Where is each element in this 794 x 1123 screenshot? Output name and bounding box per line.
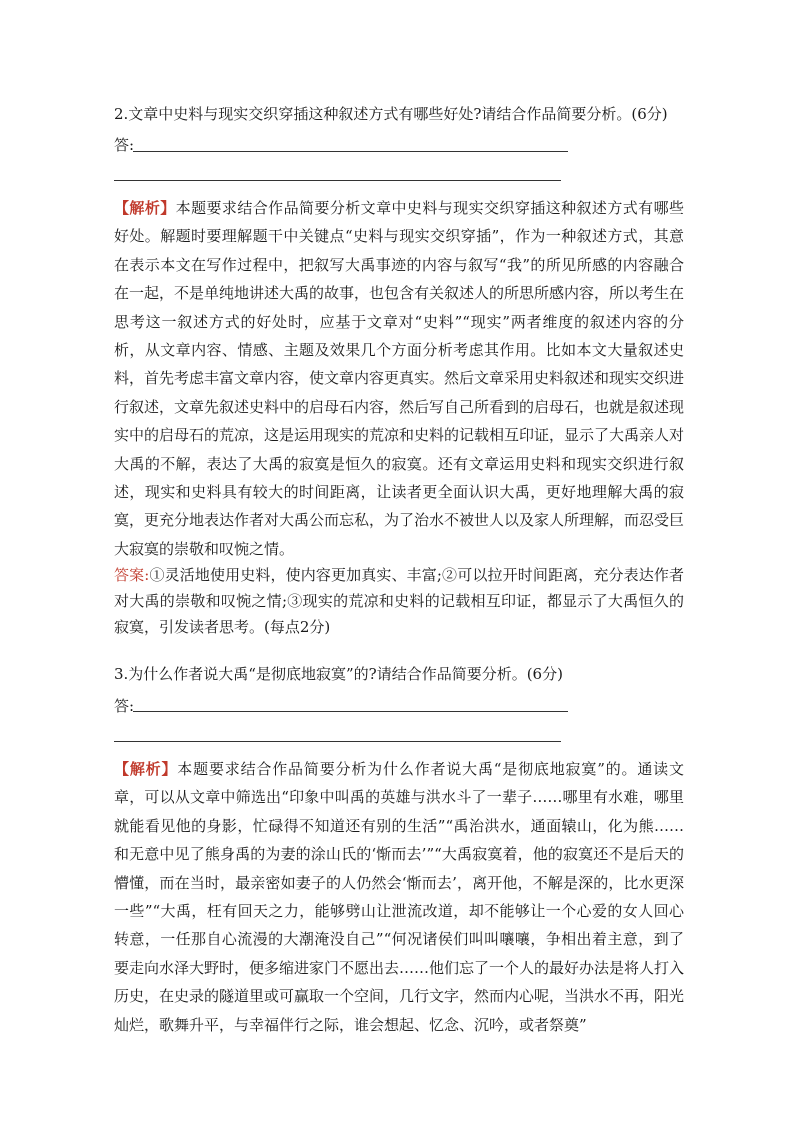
answer-prompt-3: 答: [114, 697, 135, 715]
answer-blank-line-2b[interactable] [114, 180, 561, 181]
answer-prompt-2: 答: [114, 136, 135, 154]
analysis-2-text: 本题要求结合作品简要分析文章中史料与现实交织穿插这种叙述方式有哪些好处。解题时要理解题干中关键点“史料与现实交织穿插”，作为一种叙述方式，其意在表示本文在写作过程中，把叙写大禹事迹的内容与叙写“我”的所见所感的内容融合在一起，不是单纯地讲述大禹的故事，也包含有关叙述人的所思所感内容，所以考生在思考这一叙述方式的好处时，应基于文章对“史料”“现实”两者维度的叙述内容的分析，从文章内容、情感、主题及效果几个方面分析考虑其作用。比如本文大量叙述史料，首先考虑丰富文章内容，使文章内容更真实。然后文章采用史料叙述和现实交织进行叙述，文章先叙述史料中的启母石内容，然后写自己所看到的启母石，也就是叙述现实中的启母石的荒凉，这是运用现实的荒凉和史料的记载相互印证，显示了大禹亲人对大禹的不解，表达了大禹的寂寞是恒久的寂寞。还有文章运用史料和现实交织进行叙述，现实和史料具有较大的时间距离，让读者更全面认识大禹，更好地理解大禹的寂寞，更充分地表达作者对大禹公而忘私，为了治水不被世人以及家人所理解，而忍受巨大寂寞的崇敬和叹惋之情。 [114, 199, 685, 558]
analysis-tag: 【解析】 [114, 760, 178, 778]
answer-2-text: ①灵活地使用史料，使内容更加真实、丰富;②可以拉开时间距离，充分表达作者对大禹的崇敬和叹惋之情;③现实的荒凉和史料的记载相互印证，都显示了大禹恒久的寂寞，引发读者思考。(每点2分) [114, 566, 684, 636]
analysis-3-text: 本题要求结合作品简要分析为什么作者说大禹“是彻底地寂寞”的。通读文章，可以从文章中筛选出“印象中叫禹的英雄与洪水斗了一辈子……哪里有水难，哪里就能看见他的身影，忙碌得不知道还有别的生活”“禹治洪水，通面辕山，化为熊……和无意中见了熊身禹的为妻的涂山氏的‘惭而去’”“大禹寂寞着，他的寂寞还不是后天的懵懂，而在当时，最亲密如妻子的人仍然会‘惭而去’，离开他，不解是深的，比水更深一些”“大禹，枉有回天之力，能够劈山让泄流改道，却不能够让一个心爱的女人回心转意，一任那自心流漫的大潮淹没自己”“何况诸侯们叫叫嚷嚷，争相出着主意，到了要走向水泽大野时，便多缩进家门不愿出去……他们忘了一个人的最好办法是将人打入历史，在史录的隧道里或可赢取一个空间，几行文字，然而内心呢，当洪水不再，阳光灿烂，歌舞升平，与幸福伴行之际，谁会想起、忆念、沉吟，或者祭奠” [114, 760, 685, 1034]
analysis-2 [114, 194, 684, 563]
answer-2 [114, 562, 684, 640]
question-2: 2.文章中史料与现实交织穿插这种叙述方式有哪些好处?请结合作品简要分析。(6分) [114, 105, 668, 123]
answer-blank-line-3a[interactable] [133, 711, 568, 712]
analysis-tag: 【解析】 [114, 199, 176, 217]
answer-blank-line-3b[interactable] [114, 741, 561, 742]
question-3: 3.为什么作者说大禹“是彻底地寂寞”的?请结合作品简要分析。(6分) [114, 665, 563, 683]
analysis-3 [114, 755, 684, 1039]
answer-blank-line-2a[interactable] [133, 151, 568, 152]
answer-label: 答案: [114, 566, 150, 584]
